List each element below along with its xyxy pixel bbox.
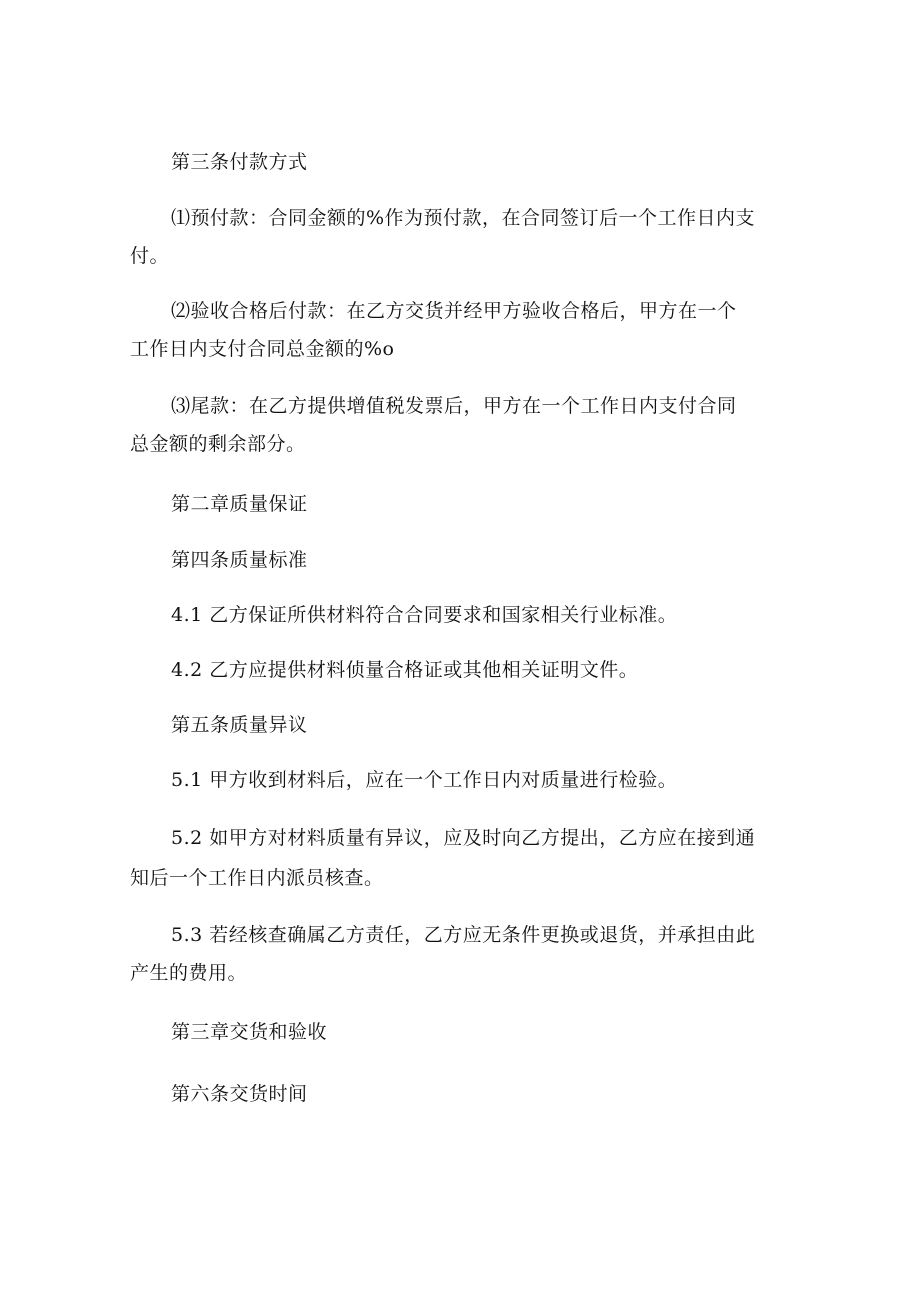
article-5-heading: 第五条质量异议 xyxy=(171,714,308,736)
article-3-heading: 第三条付款方式 xyxy=(171,151,308,173)
article-6-heading: 第六条交货时间 xyxy=(171,1083,308,1105)
payment-item-2-line-2: 工作日内支付合同总金额的%o xyxy=(130,338,395,360)
payment-item-1-line-2: 付。 xyxy=(130,245,170,267)
clause-5-3-line-1: 5.3 若经核查确属乙方责任，乙方应无条件更换或退货，并承担由此 xyxy=(171,924,756,946)
clause-4-2: 4.2 乙方应提供材料侦量合格证或其他相关证明文件。 xyxy=(171,659,639,681)
clause-5-3-line-2: 产生的费用。 xyxy=(130,962,248,984)
clause-4-1: 4.1 乙方保证所供材料符合合同要求和国家相关行业标准。 xyxy=(171,604,678,626)
clause-5-2-line-2: 知后一个工作日内派员核查。 xyxy=(130,867,384,889)
payment-item-3-line-2: 总金额的剩余部分。 xyxy=(130,433,306,455)
payment-item-1-line-1: ⑴预付款：合同金额的%作为预付款，在合同签订后一个工作日内支 xyxy=(171,207,756,229)
chapter-2-heading: 第二章质量保证 xyxy=(171,493,308,515)
payment-item-3-line-1: ⑶尾款：在乙方提供增值税发票后，甲方在一个工作日内支付合同 xyxy=(171,395,737,417)
payment-item-2-line-1: ⑵验收合格后付款：在乙方交货并经甲方验收合格后，甲方在一个 xyxy=(171,300,737,322)
clause-5-1: 5.1 甲方收到材料后，应在一个工作日内对质量进行检验。 xyxy=(171,769,678,791)
article-4-heading: 第四条质量标准 xyxy=(171,549,308,571)
clause-5-2-line-1: 5.2 如甲方对材料质量有异议，应及时向乙方提出，乙方应在接到通 xyxy=(171,827,756,849)
chapter-3-heading: 第三章交货和验收 xyxy=(171,1021,328,1043)
